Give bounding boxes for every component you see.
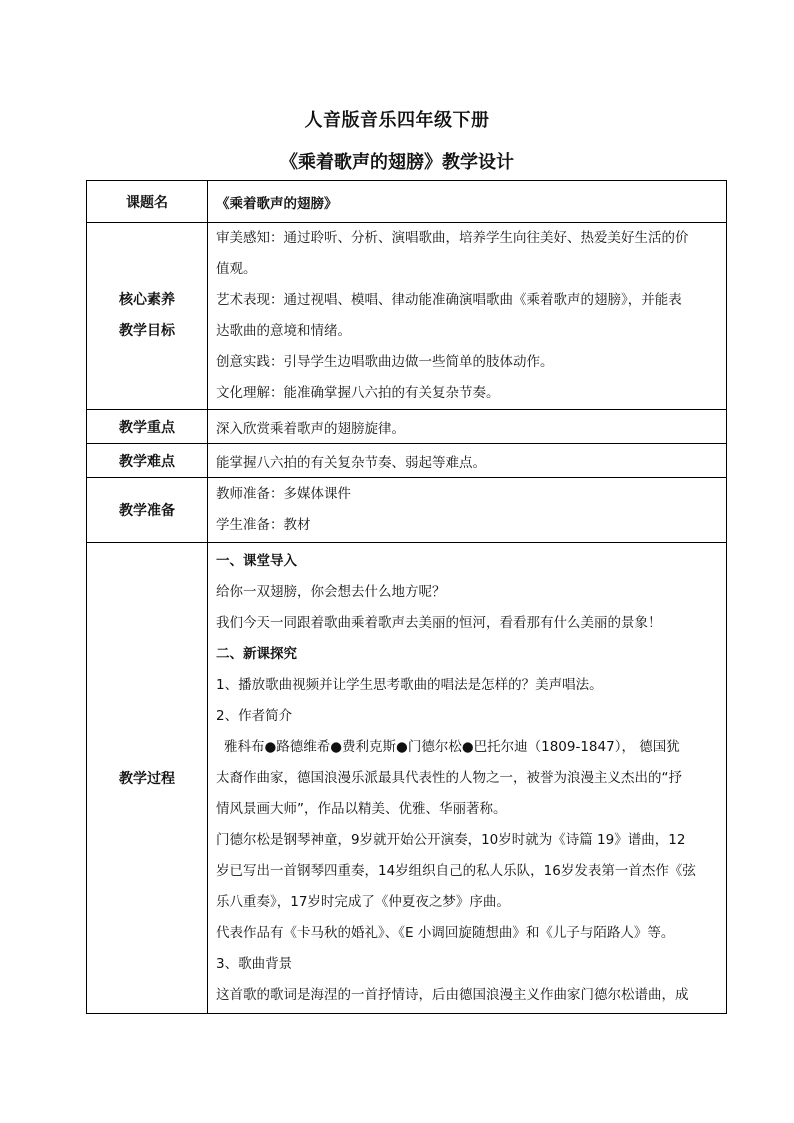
table-row-process — [87, 543, 727, 1014]
difficulties-value: 能掌握八六拍的有关复杂节奏、弱起等难点。 — [208, 444, 727, 478]
process-line: 2、作者简介 — [216, 707, 293, 724]
goals-label-line: 核心素养 — [119, 292, 175, 308]
preparation-label: 教学准备 — [87, 478, 208, 543]
table-row-difficulties — [87, 444, 727, 478]
goal-line: 创意实践：引导学生边唱歌曲边做一些简单的肢体动作。 — [216, 354, 554, 370]
preparation-line: 教师准备：多媒体课件 — [216, 486, 351, 502]
process-line: 这首歌的歌词是海涅的一首抒情诗，后由德国浪漫主义作曲家门德尔松谱曲，成 — [216, 986, 689, 1003]
process-label: 教学过程 — [87, 543, 208, 1014]
goals-label-line: 教学目标 — [119, 323, 175, 339]
process-line: 雅科布●路德维希●费利克斯●门德尔松●巴托尔迪（1809-1847）， 德国犹 — [224, 738, 680, 755]
goals-label — [87, 223, 208, 410]
key-points-label: 教学重点 — [87, 410, 208, 444]
lesson-plan-table — [86, 180, 727, 1014]
process-line: 乐八重奏》，17岁时完成了《仲夏夜之梦》序曲。 — [216, 893, 510, 910]
process-line: 给你一双翅膀，你会想去什么地方呢？ — [216, 583, 446, 600]
goal-line: 达歌曲的意境和情绪。 — [216, 323, 351, 339]
process-content — [208, 543, 727, 1014]
process-line: 1、播放歌曲视频并让学生思考歌曲的唱法是怎样的？美声唱法。 — [216, 676, 603, 693]
goal-line: 文化理解：能准确掌握八六拍的有关复杂节奏。 — [216, 385, 500, 401]
process-line: 我们今天一同跟着歌曲乘着歌声去美丽的恒河，看看那有什么美丽的景象！ — [216, 614, 662, 631]
process-line: 代表作品有《卡马秋的婚礼》、《E 小调回旋随想曲》和《儿子与陌路人》等。 — [216, 924, 675, 941]
section-heading: 一、课堂导入 — [216, 552, 297, 569]
document-subtitle: 《乘着歌声的翅膀》教学设计 — [280, 152, 514, 173]
table-row-preparation — [87, 478, 727, 543]
process-line: 太裔作曲家，德国浪漫乐派最具代表性的人物之一，被誉为浪漫主义杰出的“抒 — [216, 769, 682, 786]
key-points-value: 深入欣赏乘着歌声的翅膀旋律。 — [208, 410, 727, 444]
preparation-content — [208, 478, 727, 543]
table-row-topic — [87, 181, 727, 223]
goal-line: 审美感知：通过聆听、分析、演唱歌曲，培养学生向往美好、热爱美好生活的价 — [216, 230, 689, 246]
topic-label: 课题名 — [87, 181, 208, 223]
section-heading: 二、新课探究 — [216, 645, 297, 662]
table-row-key-points — [87, 410, 727, 444]
topic-value: 《乘着歌声的翅膀》 — [208, 181, 727, 223]
process-line: 3、歌曲背景 — [216, 955, 293, 972]
process-line: 门德尔松是钢琴神童，9岁就开始公开演奏，10岁时就为《诗篇 19》谱曲，12 — [216, 831, 686, 848]
process-line: 情风景画大师”，作品以精美、优雅、华丽著称。 — [216, 800, 507, 817]
goal-line: 艺术表现：通过视唱、模唱、律动能准确演唱歌曲《乘着歌声的翅膀》，并能表 — [216, 292, 682, 308]
document-title: 人音版音乐四年级下册 — [304, 110, 490, 131]
table-row-goals — [87, 223, 727, 410]
difficulties-label: 教学难点 — [87, 444, 208, 478]
process-line: 岁已写出一首钢琴四重奏，14岁组织自己的私人乐队，16岁发表第一首杰作《弦 — [216, 862, 696, 879]
goal-line: 值观。 — [216, 261, 257, 277]
preparation-line: 学生准备：教材 — [216, 517, 311, 533]
goals-content — [208, 223, 727, 410]
